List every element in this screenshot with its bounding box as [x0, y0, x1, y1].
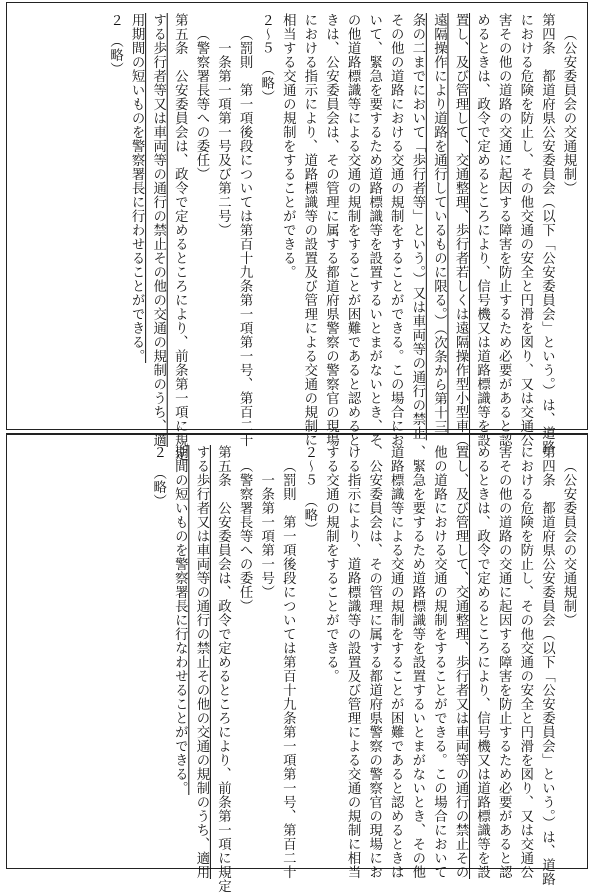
text-column: 一条第一項第一号及び第二号） — [215, 41, 231, 237]
text-column: する歩行者又は車両等の通行の禁止その他の交通の規制のうち、適用 — [193, 445, 209, 879]
text-column: 第四条 都道府県公安委員会（以下「公安委員会」という。）は、道路 — [539, 13, 555, 455]
text-column: 、緊急を要するため道路標識等を設置するいとまがないとき、その他 — [409, 445, 425, 879]
text-column: （罰則 第一項後段については第百十九条第一項第一号、第百二十 — [280, 459, 296, 879]
text-column: （警察署長等への委任） — [193, 27, 209, 181]
text-column: 、公安委員会は、その管理に属する都道府県警察の警察官の現場にお — [366, 445, 382, 879]
text-column: ２ （略） — [107, 13, 123, 77]
text-column: 第四条 都道府県公安委員会（以下「公安委員会」という。）は、道路 — [539, 445, 555, 887]
text-column: いて、緊急を要するため道路標識等を設置するいとまがないとき、そ — [366, 13, 382, 447]
text-column: めるときは、政令で定めるところにより、信号機又は道路標識等を設 — [474, 13, 490, 447]
text-column: ２ （略） — [150, 445, 166, 509]
text-column: 遠隔操作により道路を通行しているものに限る。）（次条から第十三 — [431, 13, 447, 434]
text-column: ける指示により、道路標識等の設置及び管理による交通の規制に相当 — [345, 445, 361, 879]
text-column: する交通の規制をすることができる。 — [323, 445, 339, 683]
text-column: 一条第一項第一号） — [258, 473, 274, 599]
text-column: ２～５ （略） — [301, 445, 317, 537]
text-column: する歩行者等又は車両等の通行の禁止その他の交通の規制のうち、適 — [150, 13, 166, 447]
text-column: 害その他の道路の交通に起因する障害を防止するため必要があると認 — [496, 445, 512, 879]
text-column: 置し、及び管理して、交通整理、歩行者若しくは遠隔操作型小型車（ — [453, 13, 469, 447]
revised-text-panel — [6, 2, 588, 461]
text-column: における危険を防止し、その他交通の安全と円滑を図り、又は交通公 — [517, 445, 533, 879]
text-column: （公安委員会の交通規制） — [561, 27, 576, 195]
text-column: その他の道路における交通の規制をすることができる。この場合にお — [388, 13, 404, 447]
revised-article-text — [104, 13, 579, 461]
text-column: における指示により、道路標識等の設置及び管理による交通の規制に — [301, 13, 317, 447]
text-column: めるときは、政令で定めるところにより、信号機又は道路標識等を設 — [474, 445, 490, 879]
text-column: 置し、及び管理して、交通整理、歩行者又は車両等の通行の禁止その — [453, 445, 469, 879]
text-column: 条の二までにおいて「歩行者等」という。）又は車両等の通行の禁止 — [409, 13, 425, 441]
text-column: きは、公安委員会は、その管理に属する都道府県警察の警察官の現場 — [323, 13, 339, 447]
text-column: （警察署長等への委任） — [237, 459, 253, 613]
text-column: （罰則 第一項後段については第百十九条第一項第一号、第百二十 — [237, 27, 253, 447]
text-column: 道路標識等による交通の規制をすることが困難であると認めるときは — [388, 445, 404, 879]
text-column: 用期間の短いものを警察署長に行わせることができる。 — [129, 13, 145, 363]
text-column: （公安委員会の交通規制） — [561, 459, 576, 627]
text-column: 第五条 公安委員会は、政令で定めるところにより、前条第一項に規定 — [215, 445, 231, 893]
text-column: 第五条 公安委員会は、政令で定めるところにより、前条第一項に規定 — [172, 13, 188, 461]
text-column: ２～５ （略） — [258, 13, 274, 105]
text-column: 相当する交通の規制をすることができる。 — [280, 13, 296, 279]
current-article-text — [147, 445, 579, 893]
current-text-panel — [6, 433, 588, 893]
text-column: の他道路標識等による交通の規制をすることが困難であると認めると — [345, 13, 361, 447]
text-column: 他の道路における交通の規制をすることができる。この場合において — [431, 445, 447, 879]
text-column: 害その他の道路の交通に起因する障害を防止するため必要があると認 — [496, 13, 512, 447]
text-column: における危険を防止し、その他交通の安全と円滑を図り、又は交通公 — [517, 13, 533, 447]
text-column: 期間の短いものを警察署長に行なわせることができる。 — [172, 445, 188, 795]
